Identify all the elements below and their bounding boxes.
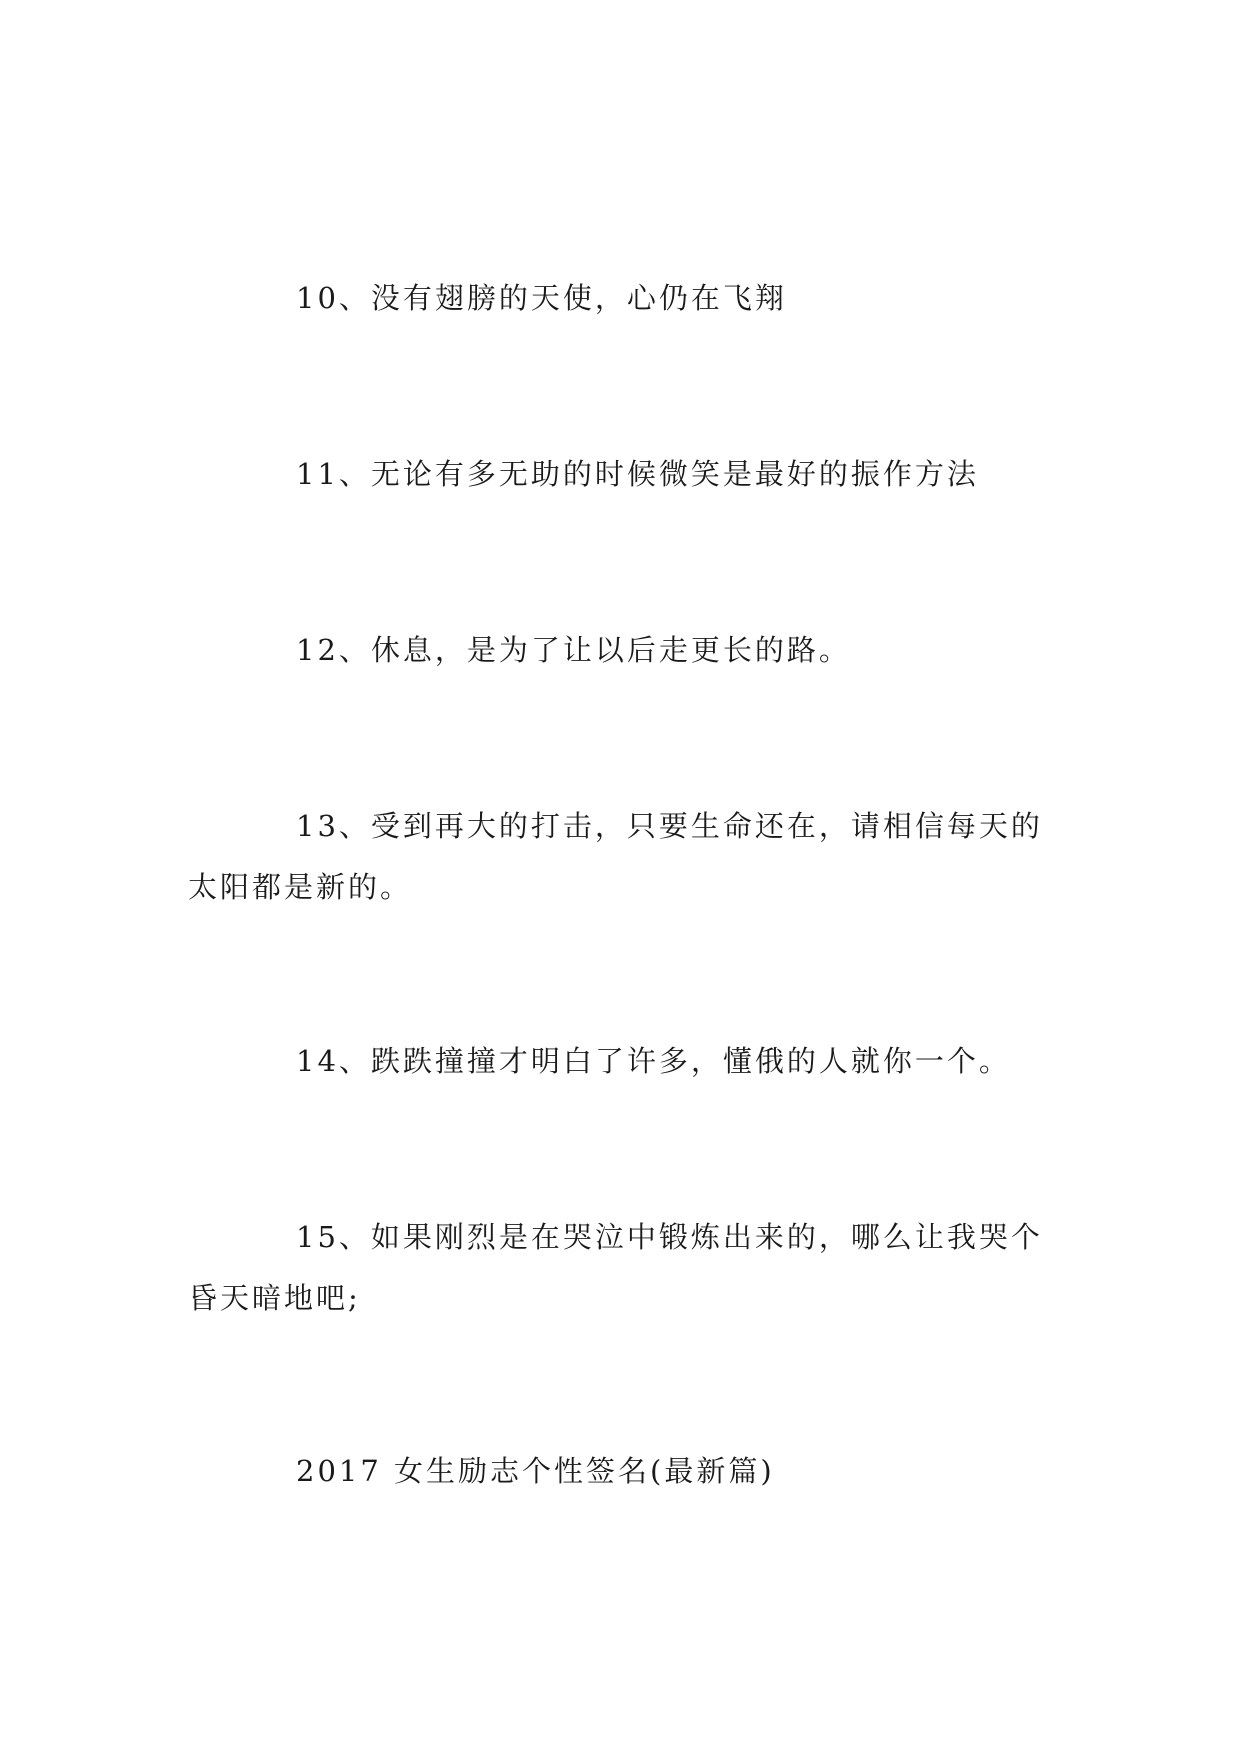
paragraph-item-14: 14、跌跌撞撞才明白了许多，懂俄的人就你一个。 xyxy=(296,1044,1011,1078)
paragraph-item-12: 12、休息，是为了让以后走更长的路。 xyxy=(296,633,851,667)
paragraph-item-10: 10、没有翅膀的天使，心仍在飞翔 xyxy=(296,281,787,315)
section-heading: 2017 女生励志个性签名(最新篇) xyxy=(296,1454,775,1488)
paragraph-item-11: 11、无论有多无助的时候微笑是最好的振作方法 xyxy=(296,457,979,491)
paragraph-item-13: 13、受到再大的打击，只要生命还在，请相信每天的太阳都是新的。 xyxy=(188,809,1043,904)
paragraph-item-15: 15、如果刚烈是在哭泣中锻炼出来的，哪么让我哭个昏天暗地吧; xyxy=(188,1220,1043,1315)
